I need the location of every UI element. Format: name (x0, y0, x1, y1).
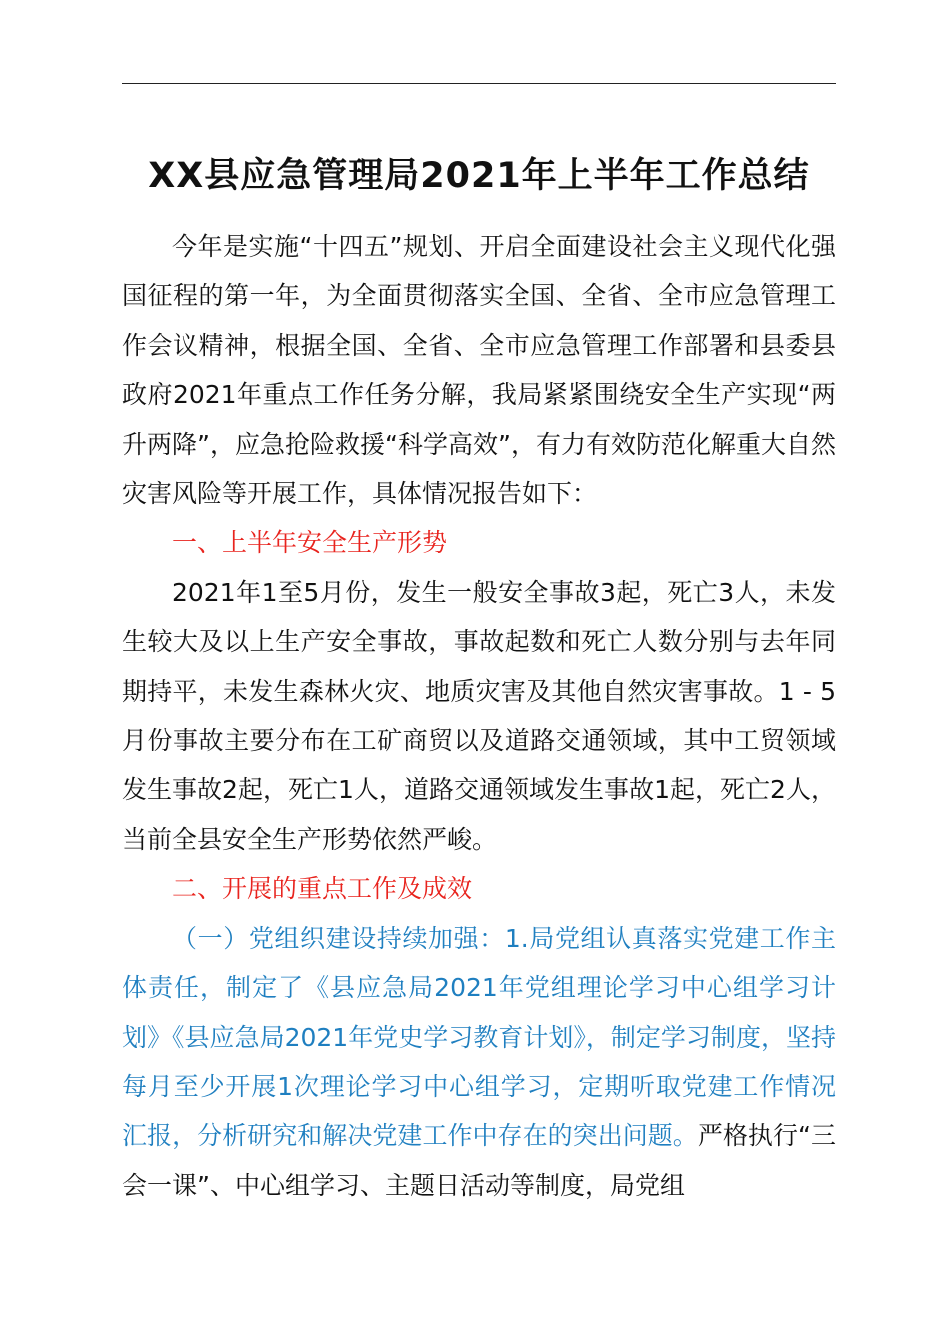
safety-situation-paragraph: 2021年1至5月份，发生一般安全事故3起，死亡3人，未发生较大及以上生产安全事故，事故起数和死亡人数分别与去年同期持平，未发生森林火灾、地质灾害及其他自然灾害事故。1 - 5月份事故主要分布在工矿商贸以及道路交通领域，其中工贸领域发生事故2起，死亡1人，道路交通领域发生事故1起，死亡2人，当前全县安全生产形势依然严峻。 (122, 577, 836, 854)
party-building-highlighted-text: （一）党组织建设持续加强：1.局党组认真落实党建工作主体责任，制定了《县应急局2021年党组理论学习中心组学习计划》《县应急局2021年党史学习教育计划》，制定学习制度，坚持每月至少开展1次理论学习中心组学习，定期听取党建工作情况汇报，分析研究和解决党建工作中存在的突出问题。 (122, 923, 836, 1151)
party-building-paragraph (122, 914, 836, 1210)
party-building-continued-text: 严格执行“三会一课”、中心组学习、主题日活动等制度，局党组 (122, 1121, 836, 1200)
document-title: XX县应急管理局2021年上半年工作总结 (148, 156, 810, 196)
section-heading-safety-situation: 一、上半年安全生产形势 (172, 528, 448, 558)
intro-paragraph: 今年是实施“十四五”规划、开启全面建设社会主义现代化强国征程的第一年，为全面贯彻落实全国、全省、全市应急管理工作会议精神，根据全国、全省、全市应急管理工作部署和县委县政府2021年重点工作任务分解，我局紧紧围绕安全生产实现“两升两降”，应急抢险救援“科学高效”，有力有效防范化解重大自然灾害风险等开展工作，具体情况报告如下： (122, 232, 836, 509)
document-body (122, 222, 836, 1210)
header-rule (122, 83, 836, 84)
section-heading-key-work: 二、开展的重点工作及成效 (172, 874, 473, 904)
